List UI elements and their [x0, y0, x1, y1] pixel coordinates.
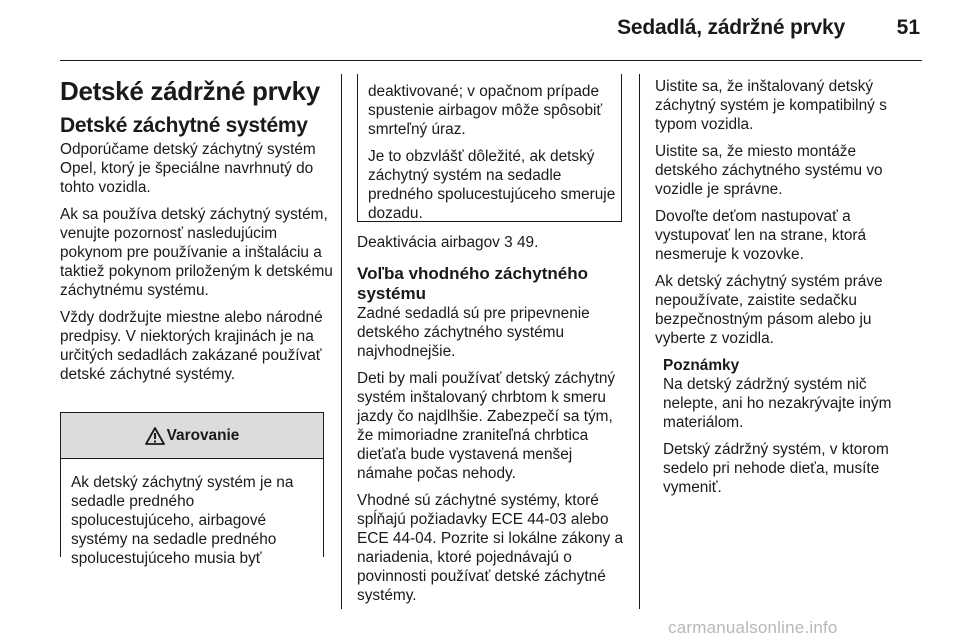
warning-text: Ak detský záchytný systém je na sedadle predného spolucestujúceho, airbagové systémy na sedadle predného spolucestujúceho musia byť	[71, 474, 294, 567]
airbag-reference-page: 49.	[517, 234, 539, 251]
paragraph: Odporúčame detský záchytný systém Opel, ktorý je špeciálne navrhnutý do tohto vozidla.	[60, 141, 316, 196]
paragraph: Ak detský záchytný systém práve nepoužívate, zaistite sedačku bezpečnostným pásom alebo ju vyberte z vozidla.	[655, 273, 883, 347]
column-divider-1	[341, 74, 342, 609]
paragraph: Deti by mali používať detský záchytný systém inštalovaný chrbtom k smeru jazdy čo najdlhšie. Zabezpečí sa tým, že mimoriadne zraniteľná chrbtica dieťaťa bude vystavená menšej námahe počas nehody.	[357, 370, 616, 482]
paragraph: Zadné sedadlá sú pre pripevnenie detského záchytného systému najvhodnejšie.	[357, 305, 590, 360]
paragraph: Uistite sa, že miesto montáže detského záchytného systému vo vozidle je správne.	[655, 143, 883, 198]
left-column	[60, 76, 335, 392]
section-title: Detské zádržné prvky	[60, 76, 320, 106]
paragraph: Uistite sa, že inštalovaný detský záchytný systém je kompatibilný s typom vozidla.	[655, 78, 887, 133]
paragraph: Vhodné sú záchytné systémy, ktoré spĺňajú požiadavky ECE 44-03 alebo ECE 44-04. Pozrite si lokálne zákony a nariadenia, ktoré pojednávajú o povinnosti používať detské záchytné systémy.	[357, 492, 624, 604]
note-block	[655, 356, 917, 497]
warning-header	[61, 412, 323, 459]
header-rule	[60, 60, 922, 61]
warning-continuation-box	[357, 74, 622, 222]
paragraph: Vždy dodržujte miestne alebo národné predpisy. V niektorých krajinách je na určitých sedadlách zakázané používať detské záchytné systémy.	[60, 309, 323, 383]
right-column	[655, 77, 917, 505]
airbag-reference-text: Deaktivácia airbagov	[357, 234, 500, 251]
reference-arrow-icon: 3	[504, 234, 513, 251]
header-title: Sedadlá, zádržné prvky	[617, 16, 845, 39]
column-divider-2	[639, 74, 640, 609]
warning-title: Varovanie	[166, 426, 240, 444]
paragraph: Ak sa používa detský záchytný systém, venujte pozornosť nasledujúcim pokynom pre používanie a inštaláciu a taktiež pokynom priloženým k detskému záchytnému systému.	[60, 206, 333, 299]
watermark: carmanualsonline.info	[668, 618, 838, 637]
subsection-title: Detské záchytné systémy	[60, 114, 308, 137]
middle-column	[357, 233, 632, 613]
note-title: Poznámky	[663, 357, 740, 374]
page-number: 51	[896, 16, 920, 39]
selection-heading: Voľba vhodného záchytného systému	[357, 264, 589, 303]
warning-box	[60, 412, 324, 567]
airbag-reference	[357, 233, 632, 252]
note-paragraph: Na detský zádržný systém nič nelepte, ani ho nezakrývajte iným materiálom.	[663, 376, 892, 431]
paragraph: Dovoľte deťom nastupovať a vystupovať len na strane, ktorá nesmeruje k vozovke.	[655, 208, 867, 263]
warning-triangle-icon	[145, 427, 165, 445]
note-paragraph: Detský zádržný systém, v ktorom sedelo pri nehode dieťa, musíte vymeniť.	[663, 441, 889, 496]
warning-continuation-text: Je to obzvlášť dôležité, ak detský záchytný systém na sedadle predného spolucestujúceho smeruje dozadu.	[368, 148, 616, 222]
warning-continuation-text: deaktivované; v opačnom prípade spustenie airbagov môže spôsobiť smrteľný úraz.	[368, 83, 603, 138]
